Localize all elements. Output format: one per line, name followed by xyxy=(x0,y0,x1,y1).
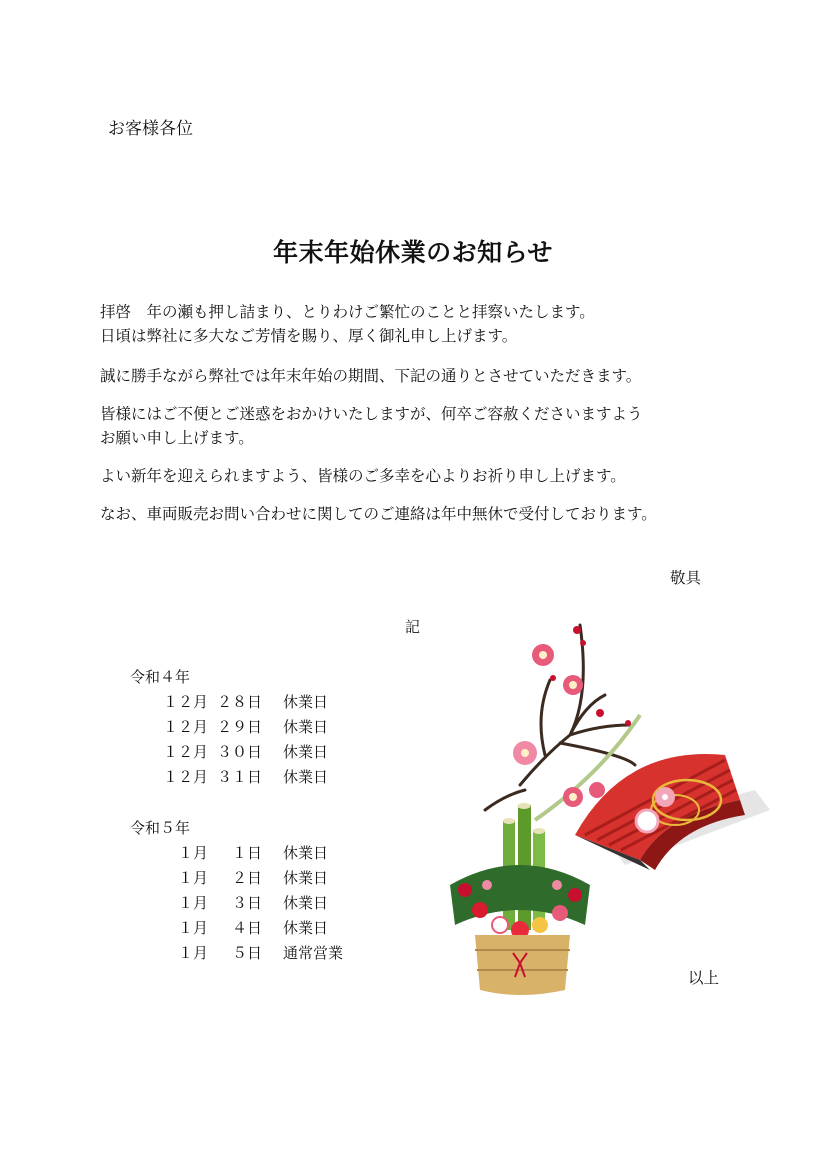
row-month: １月 xyxy=(177,844,208,862)
row-day: ３０日 xyxy=(216,743,262,761)
row-day: ２８日 xyxy=(216,693,262,711)
row-status: 休業日 xyxy=(283,869,329,887)
body-line-2: 日頃は弊社に多大なご芳情を賜り、厚く御礼申し上げます。 xyxy=(100,327,518,345)
kadomatsu-icon xyxy=(450,803,590,995)
row-status: 休業日 xyxy=(283,718,329,736)
row-day: ４日 xyxy=(231,919,262,937)
row-month: １２月 xyxy=(162,768,208,786)
row-month: １２月 xyxy=(162,718,208,736)
row-month: １２月 xyxy=(162,743,208,761)
row-month: １月 xyxy=(177,944,208,962)
row-month: １月 xyxy=(177,869,208,887)
row-day: ５日 xyxy=(231,944,262,962)
body-line-1: 拝啓 年の瀬も押し詰まり、とりわけご繁忙のことと拝察いたします。 xyxy=(100,303,595,321)
row-status: 休業日 xyxy=(283,768,329,786)
year-label-r5: 令和５年 xyxy=(130,819,191,837)
body-line-5: お願い申し上げます。 xyxy=(100,429,254,447)
year-label-r4: 令和４年 xyxy=(130,668,191,686)
row-status: 通常営業 xyxy=(283,944,344,962)
addressee: お客様各位 xyxy=(108,119,193,139)
body-line-7: なお、車両販売お問い合わせに関してのご連絡は年中無休で受付しております。 xyxy=(100,505,657,523)
row-status: 休業日 xyxy=(283,919,329,937)
row-status: 休業日 xyxy=(283,844,329,862)
row-day: ３１日 xyxy=(216,768,262,786)
row-day: ３日 xyxy=(231,894,262,912)
row-month: １２月 xyxy=(162,693,208,711)
folding-fan-icon xyxy=(575,754,745,870)
ki-heading: 記 xyxy=(405,618,421,636)
row-day: ２日 xyxy=(231,869,262,887)
row-day: ２９日 xyxy=(216,718,262,736)
row-month: １月 xyxy=(177,894,208,912)
body-line-4: 皆様にはご不便とご迷惑をおかけいたしますが、何卒ご容赦くださいますよう xyxy=(100,405,643,423)
body-line-3: 誠に勝手ながら弊社では年末年始の期間、下記の通りとさせていただきます。 xyxy=(100,367,642,385)
row-status: 休業日 xyxy=(283,743,329,761)
page-title: 年末年始休業のお知らせ xyxy=(273,238,553,267)
closing-keigu: 敬具 xyxy=(670,569,702,587)
new-year-illustration xyxy=(425,585,795,1005)
end-mark-ijou: 以上 xyxy=(688,969,720,987)
body-line-6: よい新年を迎えられますよう、皆様のご多幸を心よりお祈り申し上げます。 xyxy=(100,467,626,485)
row-status: 休業日 xyxy=(283,894,329,912)
row-month: １月 xyxy=(177,919,208,937)
row-status: 休業日 xyxy=(283,693,329,711)
row-day: １日 xyxy=(231,844,262,862)
